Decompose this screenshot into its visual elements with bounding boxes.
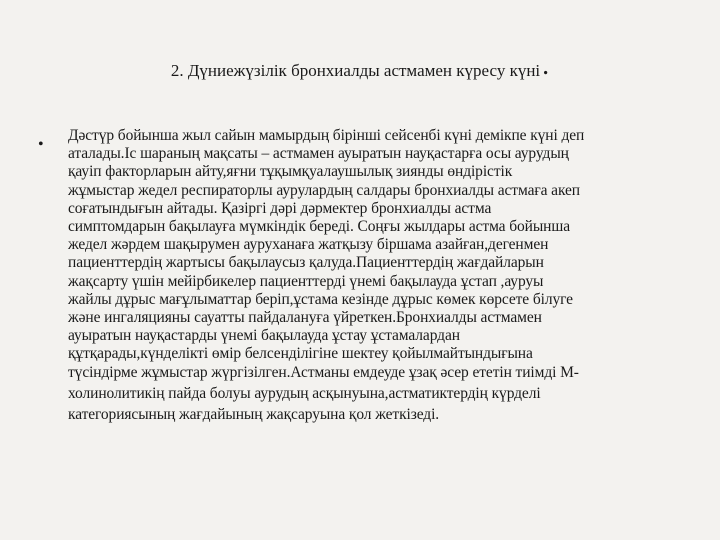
slide-title-text: 2. Дүниежүзілік бронхиалды астмамен күресу күні: [170, 61, 541, 80]
paragraph-line: және ингаляцияны сауатты пайдалануға үйреткен.Бронхиалды астмамен: [68, 309, 542, 327]
paragraph-line: соғатындығын айтады. Қазіргі дәрі дәрмектер бронхиалды астма: [68, 199, 492, 217]
bullet-paragraph: [68, 127, 708, 424]
slide-title: [0, 50, 720, 83]
paragraph-line: аталады.Іс шараның мақсаты – астмамен ауыратын науқастарға осы аурудың: [68, 145, 569, 163]
paragraph-line: жақсарту үшін мейірбикелер пациенттерді үнемі бақылауда ұстап ,ауруы: [68, 272, 544, 290]
paragraph-line: түсіндірме жұмыстар жүргізілген.Астманы емдеуде ұзақ әсер ететін тиімді М-: [68, 363, 579, 381]
bullet-marker: •: [38, 136, 44, 153]
paragraph-line: Дәстүр бойынша жыл сайын мамырдың бірінші сейсенбі күні демікпе күні деп: [68, 127, 585, 144]
paragraph-line: категориясының жағдайының жақсаруына қол жеткізеді.: [68, 406, 440, 424]
slide-title-dot: .: [542, 50, 550, 81]
paragraph-line: холинолитикің пайда болуы аурудың асқынуына,астматиктердің күрделі: [68, 384, 541, 402]
paragraph-line: жайлы дұрыс мағұлыматтар беріп,ұстама кезінде дұрыс көмек көрсете білуге: [68, 290, 573, 308]
paragraph-line: қауіп факторларын айту,яғни тұқымқуалаушылық зиянды өндірістік: [68, 163, 513, 181]
paragraph-line: ауыратын науқастарды үнемі бақылауда ұстау ұстамалардан: [68, 327, 460, 345]
paragraph-line: симптомдарын бақылауға мүмкіндік береді. Соңғы жылдары астма бойынша: [68, 218, 570, 236]
paragraph-line: жұмыстар жедел респираторлы аурулардың салдары бронхиалды астмаға акеп: [68, 181, 580, 199]
paragraph-line: құтқарады,күнделікті өмір белсенділігіне шектеу қойылмайтындығына: [68, 345, 533, 363]
paragraph-line: жедел жәрдем шақырумен ауруханаға жатқызу біршама азайған,дегенмен: [68, 236, 549, 254]
paragraph-line: пациенттердің жартысы бақылаусыз қалуда.Пациенттердің жағдайларын: [68, 254, 544, 272]
